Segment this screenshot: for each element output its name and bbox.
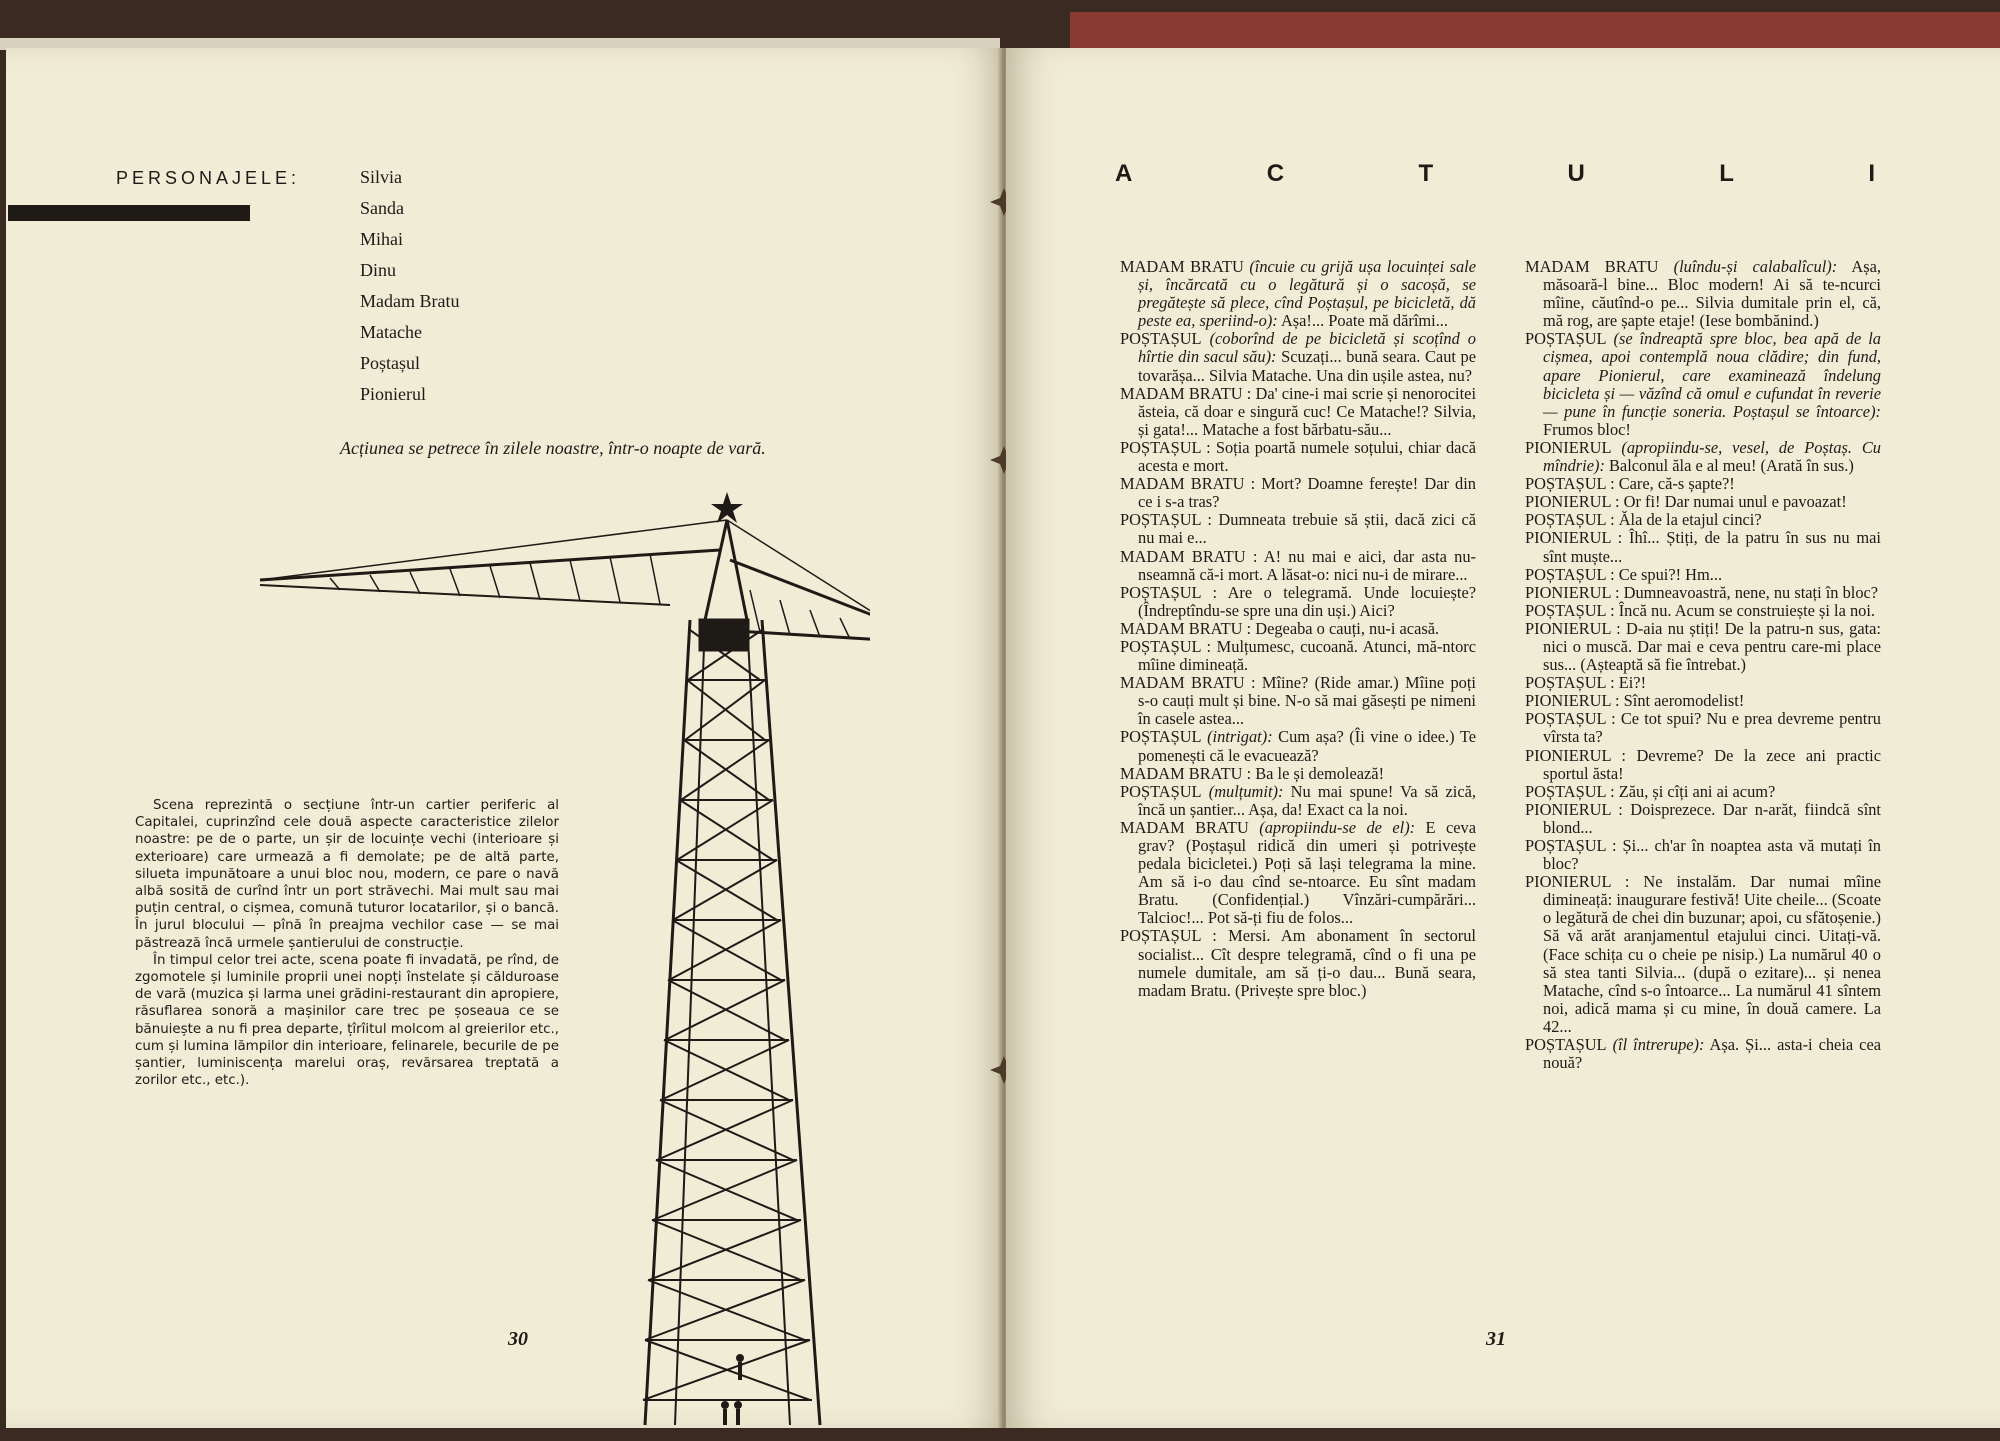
dialogue-text: Mort? Doamne ferește! Dar din ce i s-a tras? [1138,474,1476,512]
character-item: Mihai [360,229,403,249]
dialogue-line [1525,801,1881,837]
dialogue-line [1525,747,1881,783]
dialogue-line [1525,620,1881,674]
dialogue-text: Așa, măsoară-l bine... Bloc modern! Ai să te-ncurci mîine, căutînd-o pe... Silvia dumitale prin el, că, mă rog, are șapte etaje! (Iese bombănind.) [1543,257,1881,331]
dialogue-text: Da' cine-i mai scrie și nenorocitei ăsteia, că doar e singură cuc! Ce Matache!? Silvia, și gata!... Matache a fost bărbatu-său... [1138,383,1476,439]
dialogue-line [1525,330,1881,439]
stage-direction: : [1244,474,1256,494]
speaker-name: MADAM BRATU [1525,257,1659,276]
stage-direction: (apropiindu-se de el): [1248,817,1416,837]
speaker-name: MADAM BRATU [1120,383,1243,403]
dialogue-text: Sînt aeromodelist! [1619,691,1745,711]
page-number-left: 30 [508,1328,528,1350]
dialogue-line [1525,493,1881,511]
act-letter: T [1418,160,1434,187]
speaker-name: POȘTAȘUL [1120,510,1201,530]
speaker-name: MADAM BRATU [1120,817,1249,837]
stage-direction: (apropiindu-se, vesel, de Poștaș. Cu mîndrie): [1543,437,1881,476]
speaker-name: POȘTAȘUL [1525,329,1607,349]
act-letter: U [1567,160,1585,187]
dialogue-text: Ce tot spui? Nu e prea devreme pentru vîrsta ta? [1543,709,1881,747]
stage-direction: : [1605,474,1615,494]
dialogue-text: Frumos bloc! [1543,419,1631,439]
stage-direction: : [1200,437,1211,457]
speaker-name: POȘTAȘUL [1120,727,1202,747]
character-item: Pionierul [360,384,426,404]
stage-direction: : [1610,799,1623,819]
speaker-name: PIONIERUL [1525,799,1611,819]
dialogue-line [1525,783,1881,801]
dialogue-text: Mulțumesc, cucoană. Atunci, mă-ntorc mîine dimineață. [1138,636,1477,675]
dialogue-text: Care, că-s șapte?! [1614,474,1735,494]
dialogue-text: Balconul ăla e al meu! (Arată în sus.) [1604,456,1854,476]
stage-direction: : [1605,564,1615,584]
stage-direction: : [1610,872,1630,892]
dialogue-text: Ăla de la etajul cinci? [1614,510,1762,530]
speaker-name: MADAM BRATU [1120,546,1246,566]
dialogue-text: A! nu mai e aici, dar asta nu-nseamnă că-i mort. A lăsat-o: nici nu-i de mirare... [1138,546,1476,584]
stage-direction: : [1242,383,1252,403]
speaker-name: MADAM BRATU [1120,474,1245,494]
speaker-name: POȘTAȘUL [1525,474,1606,494]
stage-direction: (coborînd de pe bicicletă și scoțînd o hîrtie din sacul său): [1138,329,1476,367]
speaker-name: POȘTAȘUL [1525,510,1606,530]
dialogue-line [1525,837,1881,873]
stage-direction: : [1610,582,1620,602]
speaker-name: POȘTAȘUL [1120,926,1201,946]
speaker-name: POȘTAȘUL [1120,582,1201,602]
dialogue-line [1525,1036,1881,1072]
dialogue-line [1120,620,1476,638]
dialogue-text: Așa. Și... asta-i cheia cea nouă? [1543,1035,1881,1073]
character-item: Sanda [360,198,404,218]
speaker-name: POȘTAȘUL [1525,1035,1607,1055]
dialogue-line [1120,783,1476,819]
stage-direction: : [1610,528,1623,548]
dialogue-line [1120,511,1476,547]
dialogue-text: Mîine? (Ride amar.) Mîine poți s-o cauți mult și bine. N-o să mai găsești pe nimeni în casele astea... [1138,673,1476,729]
stage-direction: : [1200,582,1218,602]
speaker-name: POȘTAȘUL [1120,329,1202,349]
stage-direction: : [1242,618,1252,638]
scene-paragraph: În timpul celor trei acte, scena poate fi invadată, pe rînd, de zgomotele și luminile proprii unei nopți înstelate și călduroase de vară (muzica și larma unei grădini-restaurant din apropiere, răsuflarea sonoră a mașinilor care trec pe șoseaua ce se bănuiește a nu fi prea departe, țîrîitul molcom al greierilor etc., cum și lumina lămpilor din interioare, felinarele, becurile de pe șantier, luminiscența marelui oraș, revărsarea treptată a zorilor etc., etc.). [135,952,559,1089]
page-number-right: 31 [1486,1328,1506,1350]
dialogue-text: Ne instalăm. Dar numai mîine dimineață: inaugurare festivă! Uite cheile... (Scoate o legătură de chei din buzunar; apoi, cu sfătoșenie.) Să vă arăt aranjamentul etajului cinci. Uitați-vă. (Face schița cu o cheie pe nisip.) La numărul 40 o să stea tanti Silvia... (după o ezitare)... și nenea Matache, cînd s-o întoarce... La numărul 41 sîntem noi, adică mama și cu mine, în două camere. La 42... [1543,872,1881,1036]
dialogue-text: Zău, și cîți ani ai acum? [1614,781,1776,801]
dialogue-text: Devreme? De la zece ani practic sportul ăsta! [1543,745,1881,783]
stage-direction: (încuie cu grijă ușa locuinței sale și, încărcată cu o legătură și o sacoșă, se pregătește să plece, cînd Poștașul, pe bicicletă, dă peste ea, speriind-o): [1138,257,1476,331]
dialogue-line [1120,258,1476,330]
act-letter: C [1266,160,1285,187]
dialogue-line [1120,819,1476,928]
dialogue-line [1525,566,1881,584]
dialogue-text: Soția poartă numele soțului, chiar dacă acesta e mort. [1138,437,1476,476]
stage-direction: : [1610,691,1620,711]
act-letter: A [1115,160,1133,187]
speaker-name: POȘTAȘUL [1120,781,1202,801]
dialogue-line [1525,475,1881,493]
dialogue-text: Are o telegramă. Unde locuiește? (Îndreptîndu-se spre una din uși.) Aici? [1138,582,1477,620]
speaker-name: POȘTAȘUL [1525,600,1606,620]
speaker-name: PIONIERUL [1525,492,1611,512]
stage-direction: : [1605,709,1616,729]
scene-paragraph: Scena reprezintă o secțiune într-un cartier periferic al Capitalei, cuprinzînd cele două aspecte caracteristice zilelor noastre: pe de o parte, un șir de locuințe vechi (interioare și exterioare) care urmează a fi demolate; pe de altă parte, silueta impunătoare a unui bloc nou, modern, ce pare o navă albă sosită de curînd într un port străvechi. Mai mult sau mai puțin central, o cișmea, comună tuturor locatarilor, și o bancă. În jurul blocului — pînă în preajma vechilor case — se mai păstrează încă urmele șantierului de construcție. [135,798,559,951]
dialogue-line [1120,728,1476,764]
stage-direction: : [1605,673,1615,693]
speaker-name: MADAM BRATU [1120,618,1243,638]
speaker-name: MADAM BRATU [1120,763,1243,783]
character-item: Madam Bratu [360,291,460,311]
dialogue-text: Doisprezece. Dar n-arăt, fiindcă sînt blond... [1543,799,1881,837]
dialogue-line [1120,765,1476,783]
dialogue-text: Degeaba o cauți, nu-i acasă. [1251,618,1440,638]
dialogue-text: Dumneavoastră, nene, nu stați în bloc? [1619,582,1879,602]
dialogue-line [1525,873,1881,1036]
stage-direction: (luîndu-și calabalîcul): [1658,257,1838,276]
act-letter: I [1868,160,1875,187]
dialogue-text: Cum așa? (Îi vine o idee.) Te pomenești că le evacuează? [1138,727,1476,765]
speaker-name: POȘTAȘUL [1525,836,1606,855]
dialogue-line [1525,674,1881,692]
dialogue-text: Ce spui?! Hm... [1614,564,1723,584]
character-item: Poștașul [360,353,421,373]
dialogue-text: Ba le și demolează! [1251,763,1385,783]
stage-direction: : [1605,510,1615,530]
dialogue-text: Or fi! Dar numai unul e pavoazat! [1619,492,1847,512]
dialogue-line [1120,927,1476,999]
dialogue-line [1525,258,1881,330]
speaker-name: POȘTAȘUL [1525,673,1606,693]
dialogue-text: Mersi. Am abonament în sectorul socialist... Cît despre telegramă, cînd o fi una pe numele dumitale, am să ți-o dau... Bună seara, madam Bratu. (Privește spre bloc.) [1138,926,1476,1000]
dialogue-text: Ei?! [1614,673,1647,693]
stage-direction: (se îndreaptă spre bloc, bea apă de la cișmea, apoi contemplă noua clădire; din fund, apare Pionierul, care examinează îndelung bicicleta și — văzînd că omul e cufundat în reverie — pune în funcție soneria. Poștașul se întoarce): [1543,329,1881,421]
dialogue-line [1525,511,1881,529]
speaker-name: POȘTAȘUL [1120,437,1201,457]
speaker-name: POȘTAȘUL [1525,709,1606,729]
dialogue-line [1120,385,1476,439]
stage-direction: : [1200,926,1217,946]
dialogue-line [1120,330,1476,384]
speaker-name: PIONIERUL [1525,691,1611,711]
speaker-name: PIONIERUL [1525,528,1611,548]
dialogue-line [1525,692,1881,710]
dialogue-line [1120,584,1476,620]
dialogue-line [1120,674,1476,728]
stage-direction: : [1200,636,1212,656]
dialogue-text: D-aia nu știți! De la patru-n sus, gata: nici o muscă. Dar mai e ceva pentru care-mi place sus... (Așteaptă să fie întrebat.) [1543,618,1881,675]
dialogue-text: Scuzați... bună seara. Caut pe tovarășa... Silvia Matache. Una din ușile astea, nu? [1138,347,1476,385]
act-title [1115,160,1875,188]
stage-direction: (mulțumit): [1201,781,1284,801]
stage-direction: (intrigat): [1201,727,1273,747]
stage-direction: : [1610,745,1626,765]
stage-direction: : [1610,492,1620,512]
dialogue-line [1120,638,1476,674]
character-item: Dinu [360,260,396,280]
speaker-name: PIONIERUL [1525,582,1611,602]
stage-direction: : [1200,510,1212,530]
speaker-name: PIONIERUL [1525,618,1611,638]
dialogue-line [1525,584,1881,602]
dialogue-line [1120,548,1476,584]
speaker-name: PIONIERUL [1525,437,1612,457]
star-icon [711,492,743,523]
stage-direction: : [1605,781,1615,801]
stage-direction: : [1610,618,1621,638]
dialogue-column-1 [1120,258,1476,1000]
act-letter: L [1719,160,1734,187]
character-item: Silvia [360,167,403,187]
speaker-name: MADAM BRATU [1120,673,1245,693]
cover-edge [1070,12,2000,52]
decorative-bar [8,205,250,221]
speaker-name: POȘTAȘUL [1120,636,1201,656]
stage-direction: : [1605,600,1615,620]
dialogue-line [1525,710,1881,746]
speaker-name: POȘTAȘUL [1525,781,1606,801]
speaker-name: PIONIERUL [1525,745,1611,765]
character-list [360,162,459,410]
stage-direction: (îl întrerupe): [1606,1035,1705,1055]
stage-direction: : [1245,546,1258,566]
dialogue-text: Dumneata trebuie să știi, dacă zici că nu mai e... [1138,510,1476,548]
dialogue-text: Încă nu. Acum se construiește și la noi. [1614,600,1875,620]
action-time-note: Acțiunea se petrece în zilele noastre, într-o noapte de vară. [340,438,766,458]
dialogue-text: Așa!... Poate mă dărîmi... [1277,311,1448,331]
dialogue-column-2 [1525,258,1881,1072]
characters-label: PERSONAJELE: [116,168,301,188]
scene-description [135,797,559,1089]
dialogue-text: Nu mai spune! Va să zică, încă un șantier... Așa, da! Exact ca la noi. [1138,781,1476,819]
dialogue-line [1120,475,1476,511]
dialogue-line [1525,529,1881,565]
dialogue-text: Îhî... Știți, de la patru în sus nu mai sînt muște... [1543,528,1881,566]
speaker-name: MADAM BRATU [1120,257,1244,276]
speaker-name: PIONIERUL [1525,872,1611,892]
stage-direction: : [1244,673,1256,693]
dialogue-line [1525,602,1881,620]
dialogue-line [1120,439,1476,475]
speaker-name: POȘTAȘUL [1525,564,1606,584]
stage-direction: : [1605,836,1617,855]
stage-direction: : [1242,763,1252,783]
dialogue-line [1525,439,1881,475]
dialogue-text: Și... ch'ar în noaptea asta vă mutați în bloc? [1543,836,1881,874]
character-item: Matache [360,322,422,342]
dialogue-text: E ceva grav? (Poștașul ridică din umeri și potrivește pedala bicicletei.) Poți să lași telegrama la mine. Am să i-o dau cînd se-ntoarce. Eu sînt madam Bratu. (Confidențial.) Vînzări-cumpărări... Talcioc!... Pot să-ți fiu de folos... [1138,817,1476,928]
